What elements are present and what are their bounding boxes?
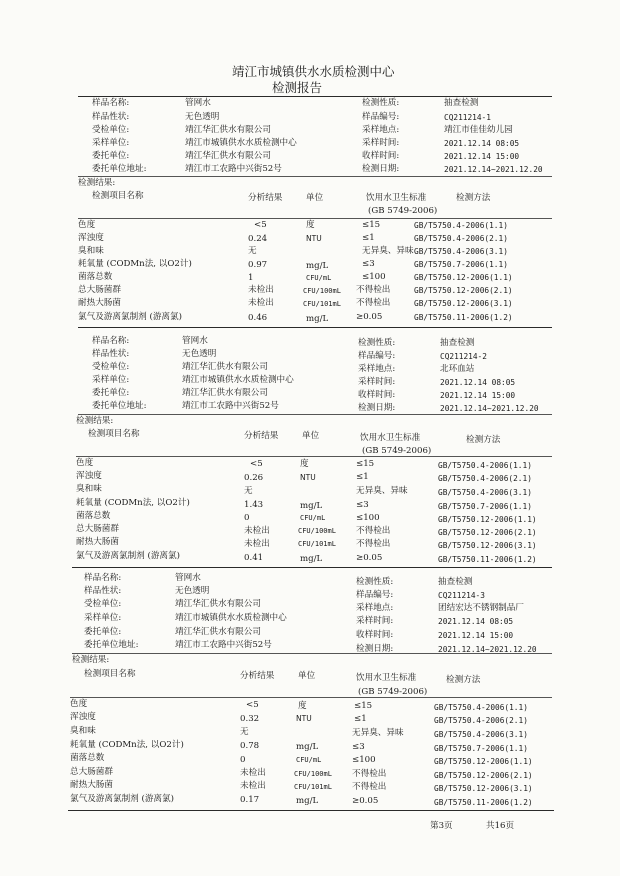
item-method: GB/T5750.12-2006(1.1) — [438, 515, 537, 524]
label-sampling-site: 采样地点: — [362, 125, 400, 135]
item-result: 1.43 — [244, 500, 264, 510]
sampling-unit-value: 靖江市城镇供水水质检测中心 — [185, 138, 297, 148]
client-address-value: 靖江市工农路中兴街52号 — [182, 401, 279, 411]
label-test-nature: 检测性质: — [358, 338, 396, 348]
label-sample-form: 样品性状: — [92, 349, 130, 359]
sampling-site-value: 团结宏达不锈钢制品厂 — [438, 603, 524, 613]
item-standard: ≤15 — [356, 459, 375, 469]
col-standard-header-2: (GB 5749-2006) — [358, 687, 428, 697]
test-nature-value: 抽查检测 — [438, 577, 473, 587]
item-standard: ≥0.05 — [352, 796, 379, 806]
item-unit: CFU/mL — [300, 514, 326, 522]
label-sample-no: 样品编号: — [358, 351, 396, 361]
page-number: 第3页 — [430, 821, 453, 831]
item-standard: ≤3 — [362, 259, 375, 269]
item-method: GB/T5750.4-2006(2.1) — [414, 234, 508, 243]
test-date-value: 2021.12.14~2021.12.20 — [444, 165, 543, 174]
item-result: 无 — [244, 486, 253, 496]
item-method: GB/T5750.12-2006(2.1) — [434, 771, 533, 780]
receive-time-value: 2021.12.14 15:00 — [438, 631, 514, 640]
label-client-address: 委托单位地址: — [84, 640, 139, 650]
item-name: 菌落总数 — [76, 511, 111, 521]
item-result: <5 — [250, 459, 263, 469]
item-name: 总大肠菌群 — [76, 524, 119, 534]
item-method: GB/T5750.7-2006(1.1) — [414, 260, 508, 269]
item-method: GB/T5750.4-2006(2.1) — [434, 716, 528, 725]
item-unit: NTU — [306, 234, 322, 243]
item-unit: mg/L — [306, 261, 329, 271]
item-result: 未检出 — [244, 539, 270, 549]
item-result: 0.78 — [240, 741, 260, 751]
label-test-nature: 检测性质: — [356, 577, 394, 587]
client-unit-value: 靖江华汇供水有限公司 — [175, 627, 261, 637]
label-results: 检测结果: — [78, 178, 116, 188]
item-name: 菌落总数 — [78, 272, 113, 282]
col-unit-header: 单位 — [298, 671, 316, 681]
item-result: 未检出 — [248, 298, 274, 308]
sample-no-value: CQ211214-3 — [438, 591, 485, 600]
item-unit: mg/L — [296, 796, 319, 806]
item-name: 总大肠菌群 — [78, 285, 121, 295]
item-method: GB/T5750.4-2006(1.1) — [434, 703, 528, 712]
item-method: GB/T5750.7-2006(1.1) — [438, 502, 532, 511]
report-title: 检测报告 — [272, 80, 323, 95]
item-unit: 度 — [306, 220, 315, 230]
label-sampling-site: 采样地点: — [358, 364, 396, 374]
item-method: GB/T5750.12-2006(3.1) — [434, 784, 533, 793]
item-standard: 不得检出 — [356, 539, 391, 549]
item-unit: NTU — [296, 714, 312, 723]
item-standard: ≤1 — [362, 233, 375, 243]
label-receive-time: 收样时间: — [362, 151, 400, 161]
item-result: 0.41 — [244, 553, 264, 563]
label-receive-time: 收样时间: — [358, 390, 396, 400]
item-method: GB/T5750.4-2006(1.1) — [414, 221, 508, 230]
item-result: 1 — [248, 273, 254, 283]
label-sampling-unit: 采样单位: — [92, 375, 130, 385]
label-test-date: 检测日期: — [362, 164, 400, 174]
item-method: GB/T5750.12-2006(1.1) — [414, 273, 513, 282]
item-standard: ≤15 — [362, 220, 381, 230]
item-method: GB/T5750.12-2006(2.1) — [414, 286, 513, 295]
item-name: 耗氧量 (CODMn法, 以O2计) — [76, 498, 190, 508]
label-sampling-site: 采样地点: — [356, 603, 394, 613]
label-results: 检测结果: — [72, 655, 110, 665]
sample-form-value: 无色透明 — [182, 349, 217, 359]
receive-time-value: 2021.12.14 15:00 — [440, 391, 516, 400]
item-method: GB/T5750.4-2006(3.1) — [434, 730, 528, 739]
item-method: GB/T5750.11-2006(1.2) — [438, 555, 537, 564]
item-standard: ≤3 — [356, 500, 369, 510]
item-method: GB/T5750.7-2006(1.1) — [434, 744, 528, 753]
item-method: GB/T5750.12-2006(1.1) — [434, 757, 533, 766]
col-method-header: 检测方法 — [446, 675, 481, 685]
sampling-site-value: 北环血站 — [440, 364, 475, 374]
label-client-unit: 委托单位: — [92, 151, 130, 161]
item-method: GB/T5750.12-2006(3.1) — [438, 541, 537, 550]
item-name: 氯气及游离氯制剂 (游离氯) — [70, 794, 174, 804]
item-standard: 不得检出 — [356, 526, 391, 536]
client-unit-value: 靖江华汇供水有限公司 — [182, 388, 268, 398]
item-unit: CFU/101mL — [303, 300, 341, 308]
item-result: 0 — [240, 755, 246, 765]
item-unit: CFU/101mL — [298, 540, 336, 548]
item-standard: 无异臭、异味 — [362, 246, 414, 256]
item-unit: mg/L — [306, 314, 329, 324]
entrusted-unit-value: 靖江华汇供水有限公司 — [185, 125, 271, 135]
item-method: GB/T5750.11-2006(1.2) — [414, 313, 513, 322]
col-method-header: 检测方法 — [456, 193, 491, 203]
col-item-header: 检测项目名称 — [88, 429, 140, 439]
label-client-unit: 委托单位: — [84, 627, 122, 637]
label-sampling-unit: 采样单位: — [92, 138, 130, 148]
sample-no-value: CQ211214-2 — [440, 352, 487, 361]
item-standard: ≤3 — [352, 742, 365, 752]
item-standard: ≥0.05 — [356, 553, 383, 563]
item-method: GB/T5750.12-2006(3.1) — [414, 299, 513, 308]
label-receive-time: 收样时间: — [356, 630, 394, 640]
test-date-value: 2021.12.14~2021.12.20 — [438, 645, 537, 654]
item-name: 总大肠菌群 — [70, 767, 113, 777]
item-name: 浑浊度 — [76, 471, 102, 481]
item-unit: CFU/mL — [296, 756, 322, 764]
item-method: GB/T5750.11-2006(1.2) — [434, 798, 533, 807]
item-method: GB/T5750.12-2006(2.1) — [438, 528, 537, 537]
item-result: 0.32 — [240, 714, 260, 724]
sampling-time-value: 2021.12.14 08:05 — [440, 378, 516, 387]
item-method: GB/T5750.4-2006(2.1) — [438, 474, 532, 483]
label-sample-name: 样品名称: — [84, 573, 122, 583]
label-client-address: 委托单位地址: — [92, 401, 147, 411]
sampling-unit-value: 靖江市城镇供水水质检测中心 — [182, 375, 294, 385]
sample-form-value: 无色透明 — [185, 112, 220, 122]
label-entrusted-unit: 受检单位: — [92, 362, 130, 372]
col-result-header: 分析结果 — [240, 671, 275, 681]
item-unit: CFU/100mL — [294, 770, 332, 778]
sampling-unit-value: 靖江市城镇供水水质检测中心 — [175, 613, 287, 623]
item-standard: ≤100 — [352, 755, 376, 765]
item-standard: ≤1 — [354, 714, 367, 724]
label-entrusted-unit: 受检单位: — [84, 599, 122, 609]
item-unit: NTU — [300, 473, 316, 482]
item-unit: 度 — [300, 459, 309, 469]
item-result: 未检出 — [240, 781, 266, 791]
item-unit: mg/L — [300, 554, 323, 564]
item-name: 臭和味 — [76, 484, 102, 494]
item-name: 浑浊度 — [70, 712, 96, 722]
item-standard: 不得检出 — [352, 769, 387, 779]
label-sample-form: 样品性状: — [84, 586, 122, 596]
sample-form-value: 无色透明 — [175, 586, 210, 596]
entrusted-unit-value: 靖江华汇供水有限公司 — [175, 599, 261, 609]
item-name: 耐热大肠菌 — [76, 537, 119, 547]
item-standard: 无异臭、异味 — [352, 728, 404, 738]
item-standard: ≤100 — [356, 513, 380, 523]
client-address-value: 靖江市工农路中兴街52号 — [175, 640, 272, 650]
label-entrusted-unit: 受检单位: — [92, 125, 130, 135]
label-sample-form: 样品性状: — [92, 112, 130, 122]
item-name: 氯气及游离氯制剂 (游离氯) — [76, 551, 180, 561]
item-result: 0.17 — [240, 795, 260, 805]
sample-name-value: 管网水 — [185, 98, 211, 108]
item-standard: 不得检出 — [352, 782, 387, 792]
label-test-nature: 检测性质: — [362, 98, 400, 108]
item-result: <5 — [246, 700, 259, 710]
item-result: 未检出 — [244, 526, 270, 536]
sampling-time-value: 2021.12.14 08:05 — [438, 617, 514, 626]
sample-name-value: 管网水 — [182, 336, 208, 346]
item-result: 0.26 — [244, 473, 264, 483]
col-standard-header: 饮用水卫生标准 — [360, 433, 421, 443]
label-sample-name: 样品名称: — [92, 336, 130, 346]
item-name: 氯气及游离氯制剂 (游离氯) — [78, 312, 182, 322]
col-result-header: 分析结果 — [244, 431, 279, 441]
item-method: GB/T5750.4-2006(3.1) — [414, 247, 508, 256]
item-unit: 度 — [298, 701, 307, 711]
item-result: 无 — [240, 727, 249, 737]
client-address-value: 靖江市工农路中兴街52号 — [185, 164, 282, 174]
test-nature-value: 抽查检测 — [444, 98, 479, 108]
label-sampling-time: 采样时间: — [362, 138, 400, 148]
label-sampling-unit: 采样单位: — [84, 613, 122, 623]
receive-time-value: 2021.12.14 15:00 — [444, 152, 520, 161]
page-total: 共16页 — [486, 821, 515, 831]
label-sampling-time: 采样时间: — [358, 377, 396, 387]
sample-name-value: 管网水 — [175, 573, 201, 583]
item-result: 0.46 — [248, 313, 268, 323]
label-sample-name: 样品名称: — [92, 98, 130, 108]
item-standard: ≤1 — [356, 472, 369, 482]
sample-no-value: CQ211214-1 — [444, 113, 491, 122]
item-result: 未检出 — [248, 285, 274, 295]
item-name: 臭和味 — [70, 726, 96, 736]
col-standard-header-2: (GB 5749-2006) — [368, 206, 438, 216]
col-item-header: 检测项目名称 — [92, 191, 144, 201]
col-unit-header: 单位 — [302, 431, 320, 441]
col-item-header: 检测项目名称 — [84, 669, 136, 679]
item-name: 浑浊度 — [78, 233, 104, 243]
item-unit: CFU/101mL — [294, 783, 332, 791]
label-sample-no: 样品编号: — [356, 590, 394, 600]
item-name: 耐热大肠菌 — [70, 780, 113, 790]
item-result: <5 — [254, 220, 267, 230]
label-sampling-time: 采样时间: — [356, 616, 394, 626]
item-standard: ≥0.05 — [356, 312, 383, 322]
item-unit: mg/L — [296, 742, 319, 752]
col-method-header: 检测方法 — [466, 435, 501, 445]
item-method: GB/T5750.4-2006(3.1) — [438, 488, 532, 497]
item-name: 耐热大肠菌 — [78, 298, 121, 308]
item-standard: 不得检出 — [356, 285, 391, 295]
client-unit-value: 靖江华汇供水有限公司 — [185, 151, 271, 161]
item-unit: CFU/100mL — [303, 287, 341, 295]
item-unit: CFU/mL — [306, 274, 332, 282]
item-standard: ≤100 — [362, 272, 386, 282]
item-name: 色度 — [78, 220, 96, 230]
label-test-date: 检测日期: — [358, 403, 396, 413]
label-test-date: 检测日期: — [356, 644, 394, 654]
item-method: GB/T5750.4-2006(1.1) — [438, 461, 532, 470]
label-results: 检测结果: — [76, 416, 114, 426]
item-result: 无 — [248, 246, 257, 256]
item-name: 耗氧量 (CODMn法, 以O2计) — [70, 740, 184, 750]
label-client-unit: 委托单位: — [92, 388, 130, 398]
item-standard: 无异臭、异味 — [356, 486, 408, 496]
col-result-header: 分析结果 — [248, 193, 283, 203]
item-standard: ≤15 — [354, 701, 373, 711]
item-standard: 不得检出 — [356, 298, 391, 308]
entrusted-unit-value: 靖江华汇供水有限公司 — [182, 362, 268, 372]
report-org-title: 靖江市城镇供水水质检测中心 — [232, 64, 395, 79]
col-unit-header: 单位 — [306, 193, 324, 203]
item-result: 0.24 — [248, 234, 268, 244]
item-unit: CFU/100mL — [298, 527, 336, 535]
test-nature-value: 抽查检测 — [440, 338, 475, 348]
sampling-time-value: 2021.12.14 08:05 — [444, 139, 520, 148]
col-standard-header-2: (GB 5749-2006) — [362, 446, 432, 456]
col-standard-header: 饮用水卫生标准 — [366, 193, 427, 203]
item-unit: mg/L — [300, 501, 323, 511]
item-name: 耗氧量 (CODMn法, 以O2计) — [78, 259, 192, 269]
item-name: 色度 — [70, 699, 88, 709]
label-sample-no: 样品编号: — [362, 112, 400, 122]
label-client-address: 委托单位地址: — [92, 164, 147, 174]
sampling-site-value: 靖江市佳佳幼儿园 — [444, 125, 513, 135]
test-date-value: 2021.12.14~2021.12.20 — [440, 404, 539, 413]
item-result: 0.97 — [248, 260, 268, 270]
col-standard-header: 饮用水卫生标准 — [356, 673, 417, 683]
item-name: 臭和味 — [78, 246, 104, 256]
item-result: 未检出 — [240, 768, 266, 778]
item-name: 菌落总数 — [70, 753, 105, 763]
item-name: 色度 — [76, 458, 94, 468]
item-result: 0 — [244, 513, 250, 523]
